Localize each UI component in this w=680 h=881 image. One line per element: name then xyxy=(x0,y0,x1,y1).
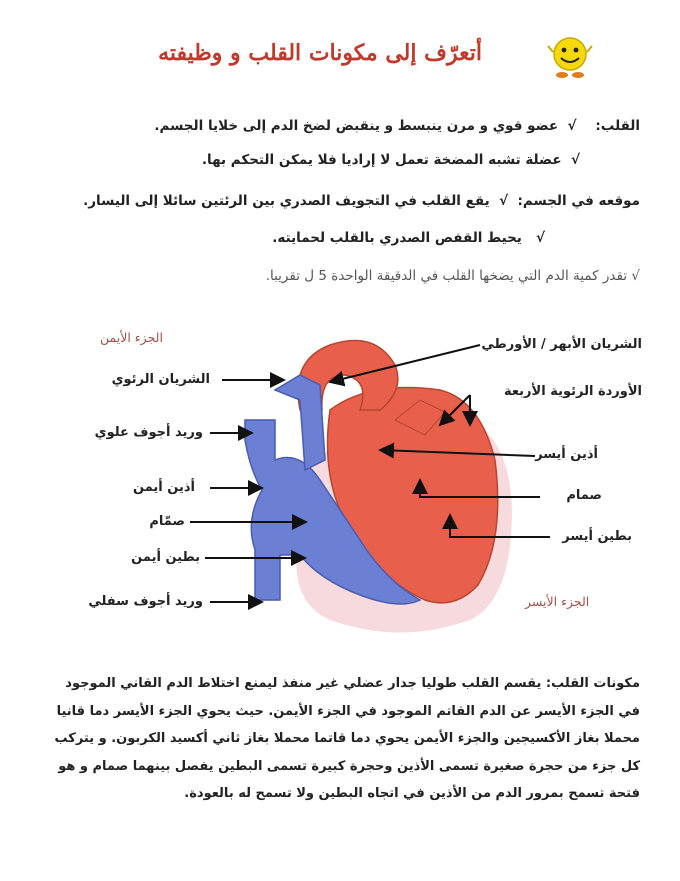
location-label: موقعه في الجسم: xyxy=(517,193,640,209)
intro-line-5 xyxy=(266,268,640,284)
label-aorta: الشريان الأبهر / الأورطي xyxy=(481,337,642,352)
label-superior-vena-cava: وريد أجوف علوي xyxy=(94,425,203,440)
pulmonary-artery-shape xyxy=(275,375,325,470)
label-valve-right: صمّام xyxy=(149,514,185,529)
check-icon: √ xyxy=(499,193,509,209)
intro-text-5: تقدر كمية الدم التي يضخها القلب في الدقيقة الواحدة 5 ل تقريبا. xyxy=(265,268,628,284)
intro-text-1: عضو قوي و مرن ينبسط و ينقبض لضخ الدم إلى خلايا الجسم. xyxy=(154,118,559,134)
heart-label: القلب: xyxy=(595,118,640,134)
components-label: مكونات القلب: xyxy=(545,676,640,691)
intro-text-3: يقع القلب في التجويف الصدري بين الرئتين سائلا إلى اليسار. xyxy=(83,193,490,209)
intro-line-2 xyxy=(202,152,580,168)
intro-text-4: يحيط القفص الصدري بالقلب لحمايته. xyxy=(272,230,522,246)
label-pulmonary-veins: الأوردة الرئوية الأربعة xyxy=(503,384,642,399)
label-pulmonary-artery: الشريان الرئوي xyxy=(111,372,210,387)
intro-line-4 xyxy=(272,230,545,246)
check-icon: √ xyxy=(570,152,580,168)
label-right-ventricle: بطين أيمن xyxy=(131,550,200,565)
components-text: يقسم القلب طوليا جدار عضلي غير منفذ ليمنع اختلاط الدم القاني الموجود في الجزء الأيسر عن الدم القاتم الموجود في الجزء الأيمن. حيث يحوي الجزء الأيسر دما قانيا محملا بغاز الأكسيجين والجزء الأيمن يحوي دما قاتما محملا بغاز ثاني أكسيد الكربون. و يتركب كل جزء من حجرة صغيرة تسمى الأذين وحجرة كبيرة تسمى البطين يفصل بينهما صمام و هو فتحة تسمح بمرور الدم من الأذين في اتجاه البطين ولا تسمح له بالعودة. xyxy=(54,676,640,801)
left-side-title: الجزء الأيسر xyxy=(525,594,590,609)
intro-line-3 xyxy=(83,193,640,209)
right-side-title: الجزء الأيمن xyxy=(100,330,163,345)
label-left-ventricle: بطين أيسر xyxy=(562,529,632,544)
page-title: أتعرّف إلى مكونات القلب و وظيفته xyxy=(158,40,482,66)
label-valve-left: صمام xyxy=(566,488,602,503)
check-icon: √ xyxy=(535,230,545,246)
check-icon: √ xyxy=(567,118,577,134)
check-icon: √ xyxy=(631,268,640,284)
label-right-atrium: أذين أيمن xyxy=(133,480,195,495)
intro-line-1 xyxy=(154,118,640,134)
components-paragraph xyxy=(40,670,640,808)
intro-text-2: عضلة تشبه المضخة تعمل لا إراديا فلا يمكن التحكم بها. xyxy=(201,152,562,168)
label-inferior-vena-cava: وريد أجوف سفلي xyxy=(88,594,203,609)
label-left-atrium: أذين أيسر xyxy=(535,447,598,462)
smiley-icon xyxy=(545,32,595,82)
